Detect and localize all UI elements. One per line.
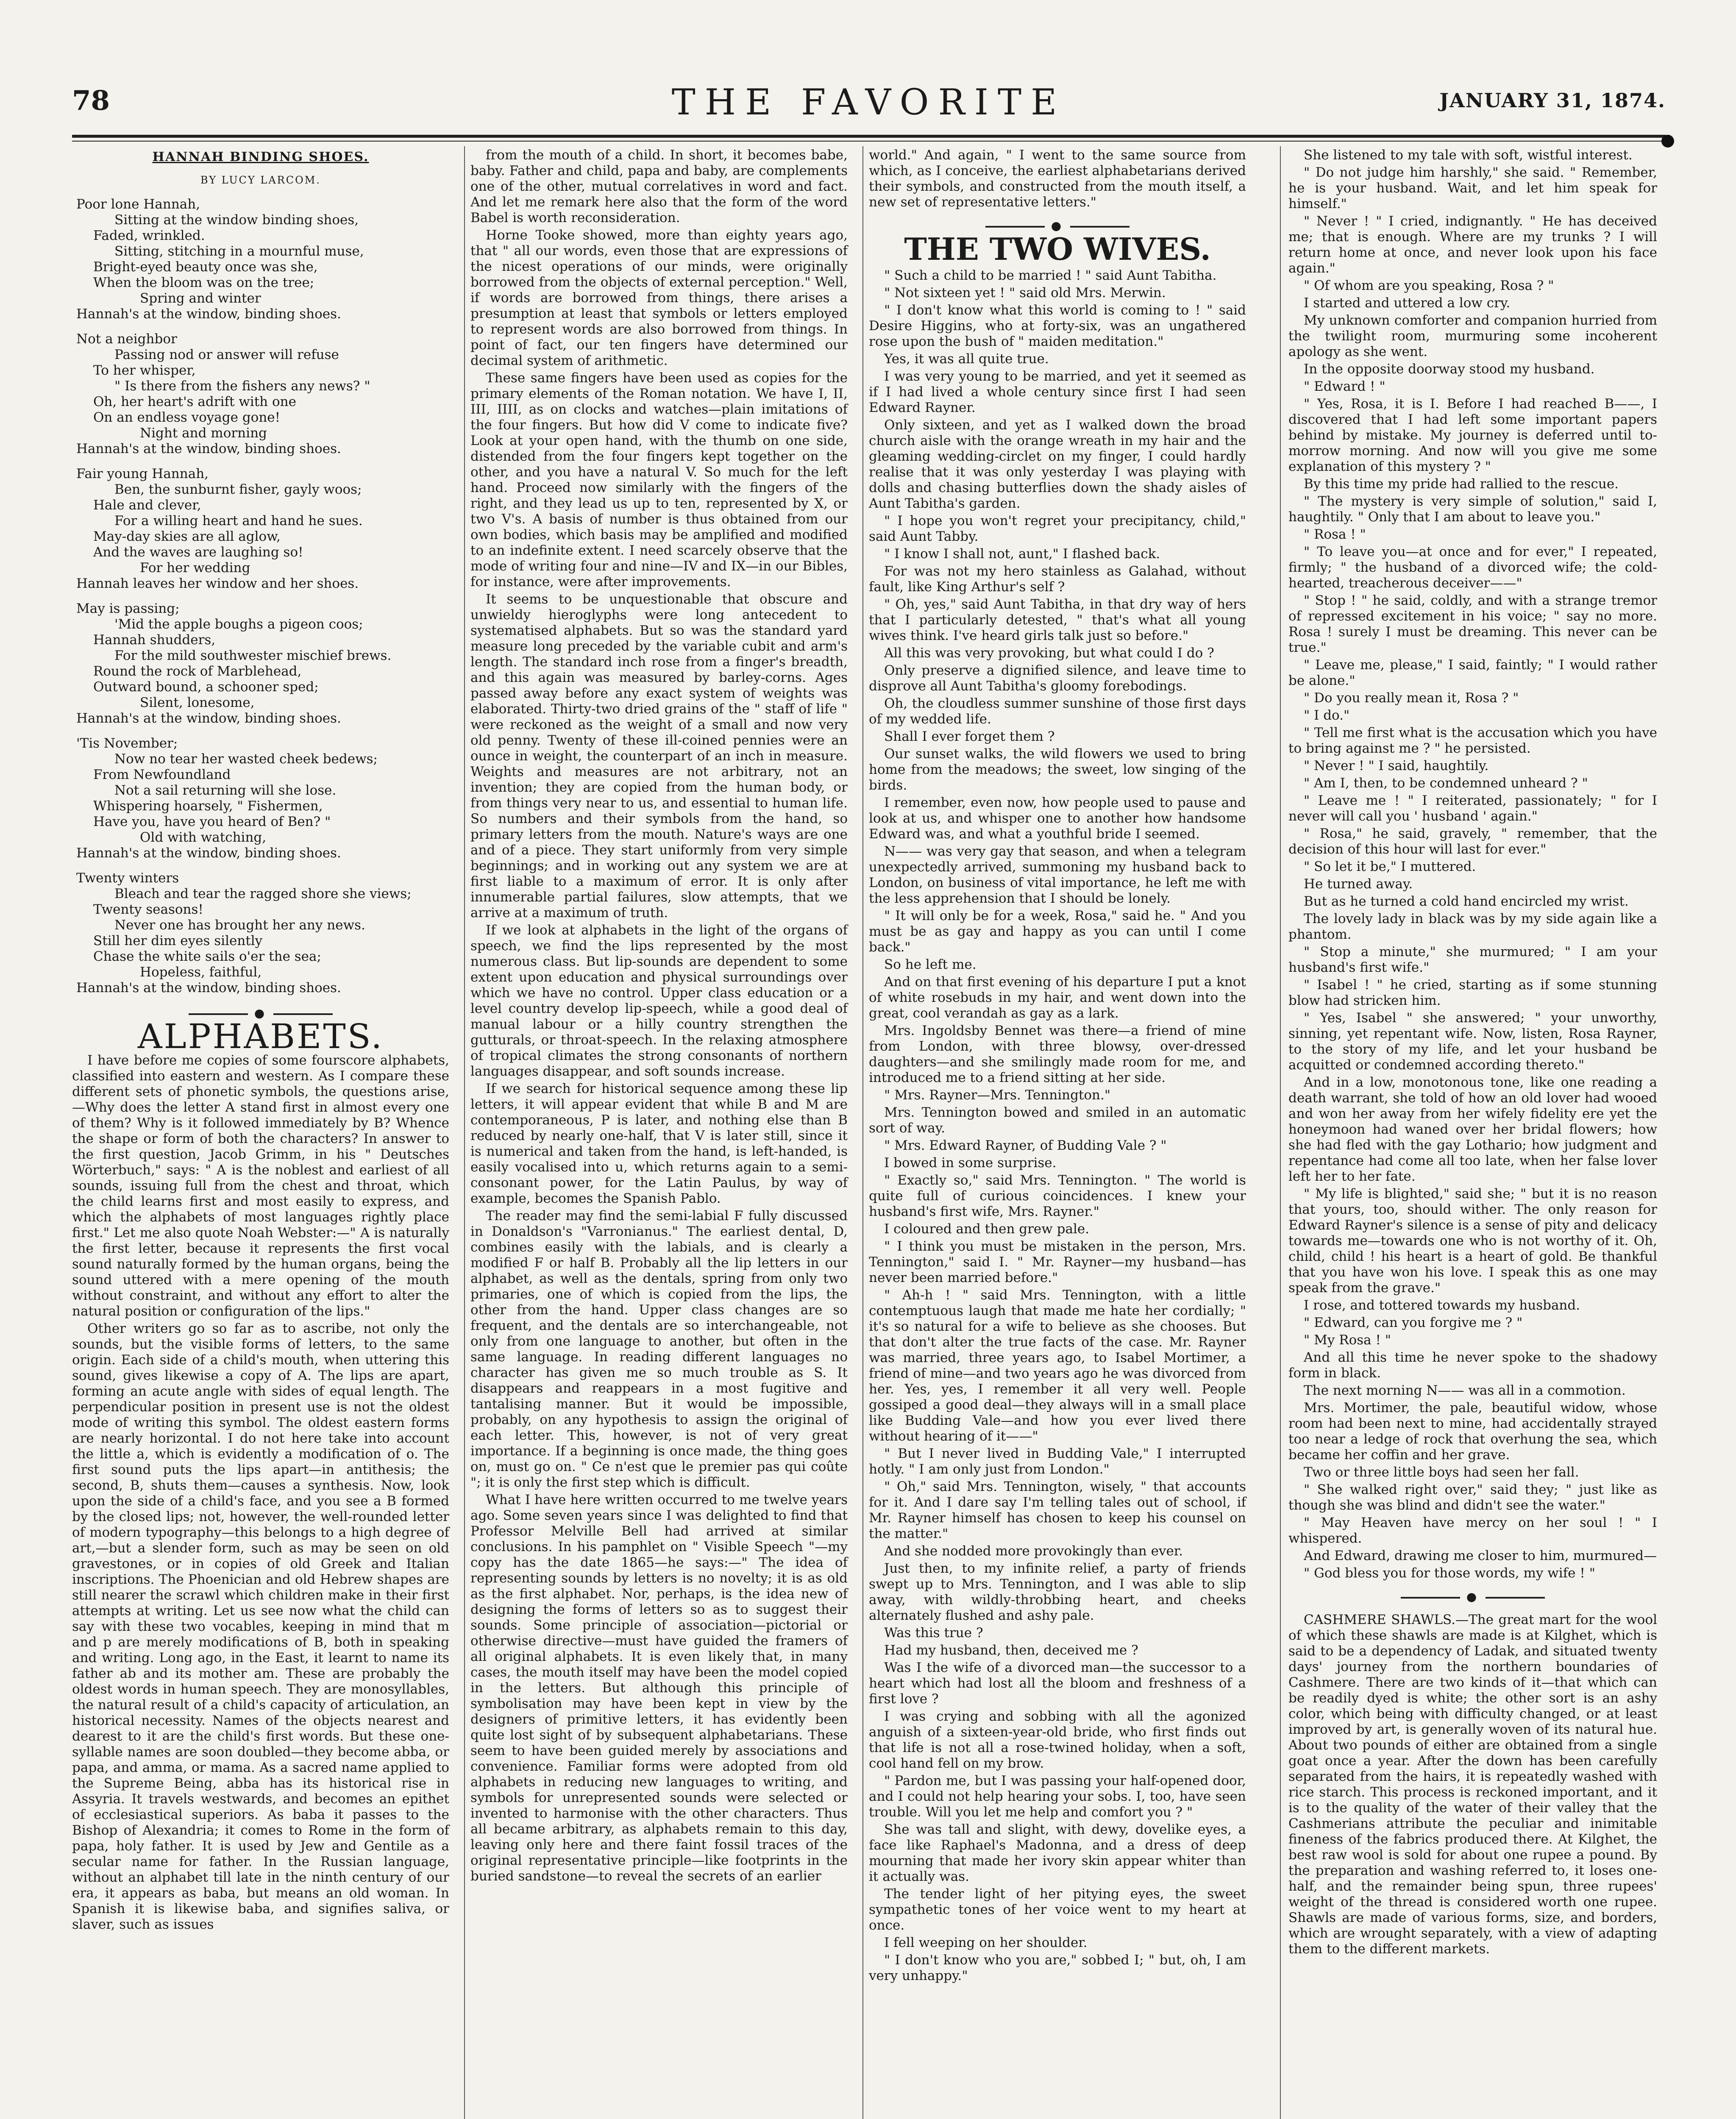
paragraph: " So let it be," I muttered. [1304,859,1476,874]
paragraph: " The mystery is very simple of solution," said I, haughtily. " Only that I am about to leave you." [1288,494,1657,525]
paragraph: Mrs. Tennington bowed and smiled in an automatic sort of way. [869,1105,1246,1136]
paragraph: " I don't know what this world is coming to ! " said Desire Higgins, who at forty-six, was an ungathered rose upon the bush of " maiden meditation." [869,303,1246,349]
paragraph: " Such a child to be married ! " said Aunt Tabitha. [884,268,1217,283]
paragraph: Our sunset walks, the wild flowers we used to bring home from the meadows; the sweet, low singing of the birds. [869,746,1246,793]
poem-line: For the mild southwester mischief brews. [114,648,392,663]
paragraph: I coloured and then grew pale. [884,1221,1090,1237]
paragraph: If we search for historical sequence among these lip letters, it will appear evident that while B and M are contemporaneous, P is later, and nothing else than B reduced by nearly one-half, that V is later still, since it is numerical and taken from the hand, is left-handed, is easily vocalised into u, which returns again to a semi-consonant power, for the Latin Paulus, by way of example, becomes the Spanish Pablo. [470,1081,848,1206]
column-divider [862,146,863,2119]
paragraph: " Do you really mean it, Rosa ? " [1304,690,1519,706]
poem-line: Bright-eyed beauty once was she, [93,259,318,275]
paragraph: If we look at alphabets in the light of the organs of speech, we find the lips represented by the most numerous class. But lip-sounds are dependent to some extent upon education and physical surroundings over which we have no control. Upper class education or a level country develop lip-speech, while a good deal of manual labour or a hilly country strengthen the gutturals, or throat-speech. In the relaxing atmosphere of tropical climates the strong consonants of northern languages disappear, and soft sounds increase. [470,923,848,1079]
paragraph: " Stop ! " he said, coldly, and with a strange tremor of repressed excitement in his voice; " say no more. Rosa ! surely I must be dreaming. This never can be true." [1288,593,1657,655]
poem-line: Fair young Hannah, [76,466,209,481]
poem-line: Night and morning [140,425,267,441]
paragraph: All this was very provoking, but what could I do ? [884,645,1214,661]
paragraph: N—— was very gay that season, and when a telegram unexpectedly arrived, summoning my husband back to London, on business of vital importance, he left me with the less apprehension that I should be lonely. [869,844,1246,906]
paragraph: " Rosa," he said, gravely, " remember, that the decision of this hour will last for ever." [1288,826,1657,857]
paragraph: And on that first evening of his departure I put a knot of white rosebuds in my hair, and went down into the great, cool verandah as gay as a lark. [869,974,1246,1021]
poem-line: Ben, the sunburnt fisher, gayly woos; [114,482,362,497]
paragraph: " Ah-h ! " said Mrs. Tennington, with a little contemptuous laugh that made me hate her cordially; " it's so natural for a wife to believe as she chooses. But that don't alter the true facts of the case. Mr. Rayner was married, three years ago, to Isabel Mortimer, a friend of mine—and two years ago he was divorced from her. Yes, yes, I remember it all very well. People gossiped a good deal—they always will in a small place like Budding Vale—and how you ever lived there without hearing of it——" [869,1288,1246,1444]
paragraph: What I have here written occurred to me twelve years ago. Some seven years since I was delighted to find that Professor Melville Bell had arrived at similar conclusions. In his pamphlet on " Visible Speech "—my copy has the date 1865—he says:—" The idea of representing sounds by letters is no novelty; it is as old as the first alphabet. Nor, perhaps, is the idea new of designing the forms of letters so as to suggest their sounds. Some principle of association—pictorial or otherwise directive—must have guided the framers of all original alphabets. It is even likely that, in many cases, the mouth itself may have been the model copied in the letters. But although this principle of symbolisation may have been kept in view by the designers of primitive letters, it has evidently been quite lost sight of by subsequent alphabetarians. These seem to have been guided merely by associations and convenience. Familiar forms were adopted from old alphabets in reducing new languages to writing, and symbols for unrepresented sounds were selected or invented to harmonise with the other characters. Thus all became arbitrary, as alphabets remain to this day, leaving only here and there faint fossil traces of the original representative principle—like footprints in the buried sandstone—to reveal the secrets of an earlier [470,1492,848,1884]
poem-line: Hannah's at the window, binding shoes. [76,441,341,456]
paragraph: Only sixteen, and yet as I walked down the broad church aisle with the orange wreath in my hair and the gleaming wedding-circlet on my finger, I could hardly realise that it was only yesterday I was playing with dolls and chasing butterflies down the shady aisles of Aunt Tabitha's garden. [869,417,1246,511]
issue-date: JANUARY 31, 1874. [1439,89,1666,112]
paragraph: And in a low, monotonous tone, like one reading a death warrant, she told of how an old lover had wooed and won her away from her wifely fidelity ere yet the honeymoon had waned over her bridal flowers; how she had fled with the gay Lothario; how judgment and repentance had come all too late, when her false lover left her to her fate. [1288,1075,1657,1184]
poem-line: Round the rock of Marblehead, [93,664,302,679]
page-header [72,81,1666,131]
paragraph: " It will only be for a week, Rosa," said he. " And you must be as gay and happy as you can until I come back." [869,908,1246,955]
paragraph: It seems to be unquestionable that obscure and unwieldy hieroglyphs were long antecedent to systematised alphabets. But so was the standard yard measure long preceded by the variable cubit and arm's length. The standard inch rose from a finger's breadth, and this again was measured by barley-corns. Ages passed away before any exact system of weights was elaborated. Thirty-two dried grains of the " staff of life " were reckoned as the weight of a small and now very old penny. Twenty of these ill-coined pennies were an ounce in weight, the counterpart of an inch in measure. Weights and measures are not arbitrary, not an invention; they are copied from the human body, or from things very near to us, and essential to human life. So numbers and their symbols from the hand, so primary letters from the mouth. Nature's ways are one and of a piece. They start uniformly from very simple beginnings; and in working out any system we are at first liable to a maximum of error. It is only after innumerable partial failures, slow attempts, that we arrive at a maximum of truth. [470,592,848,920]
paragraph: " Yes, Rosa, it is I. Before I had reached B——, I discovered that I had left some important papers behind by mistake. My journey is deferred until to-morrow morning. And now will you give me some explanation of this mystery ? " [1288,396,1657,474]
poem-line: Hannah's at the window, binding shoes. [76,845,341,861]
paragraph: " Do not judge him harshly," she said. " Remember, he is your husband. Wait, and let him speak for himself." [1288,165,1657,211]
paragraph: " She walked right over," said they; " just like as though she was blind and didn't see the water." [1288,1482,1657,1513]
paragraph: I rose, and tottered towards my husband. [1304,1298,1580,1313]
poem-line: Bleach and tear the ragged shore she views; [114,886,412,901]
column-1 [72,147,449,1934]
paragraph: " I do." [1304,708,1350,723]
paragraph: I started and uttered a low cry. [1304,295,1511,311]
poem-line: Hale and clever, [93,498,201,513]
paragraph: " Never ! " I said, haughtily. [1304,758,1489,773]
paragraph: from the mouth of a child. In short, it becomes babe, baby. Father and child, papa and baby, are complements one of the other, mutual correlatives in word and fact. And let me remark here also that the form of the word Babel is worth reconsideration. [470,147,848,225]
poem-stanza [76,466,449,592]
section-ornament: ● [72,1005,449,1021]
article-title: ALPHABETS. [137,1017,384,1056]
poem-line: For a willing heart and hand he sues. [114,513,363,528]
poem-stanza [76,601,449,726]
poem-line: Hannah leaves her window and her shoes. [76,576,359,591]
paragraph: " Leave me ! " I reiterated, passionately; " for I never will call you ' husband ' again." [1288,793,1657,824]
paragraph: So he left me. [884,957,976,972]
poem-line: Passing nod or answer will refuse [114,347,339,362]
poem-body [72,197,449,996]
paragraph: " Edward ! " [1304,379,1385,394]
article-body-continued [470,147,848,1884]
poem-line: Chase the white sails o'er the sea; [93,949,321,964]
poem-line: Hopeless, faithful, [140,965,262,980]
paragraph: " Yes, Isabel " she answered; " your unworthy, sinning, yet repentant wife. Now, listen, Rosa Rayner, to the story of my life, and let your husband be acquitted or condemned according thereto." [1288,1010,1657,1073]
column-divider [1280,146,1281,2119]
paragraph: " Pardon me, but I was passing your half-opened door, and I could not help hearing your sobs. I, too, have seen trouble. Will you let me help and comfort you ? " [869,1773,1246,1820]
paragraph: Yes, it was all quite true. [884,351,1049,367]
column-4 [1288,147,1657,1959]
paragraph: " My life is blighted," said she; " but it is no reason that yours, too, should wither. The only reason for Edward Rayner's silence is a sense of pity and delicacy towards me—towards one who is not worthy of it. Oh, child, child ! his heart is a heart of gold. Be thankful that you have won his love. I speak this as one may speak from the grave." [1288,1186,1657,1296]
paragraph: " Not sixteen yet ! " said old Mrs. Merwin. [884,285,1166,300]
article-body [72,1053,449,1933]
story-title: THE TWO WIVES. [904,231,1211,267]
poem-line: Hannah's at the window, binding shoes. [76,980,341,996]
paragraph: For was not my hero stainless as Galahad, without fault, like King Arthur's self ? [869,564,1246,595]
poem-line: May-day skies are all aglow, [93,529,281,544]
story-body [869,268,1246,1984]
paragraph: She listened to my tale with soft, wistful interest. [1304,147,1633,163]
paragraph: I have before me copies of some fourscore alphabets, classified into eastern and western. As I compare these different sets of phonetic symbols, the questions arise,—Why does the letter A stand first in almost every one of them? Why is it followed immediately by B? Whence the shape or form of both the characters? In answer to the first question, Jacob Grimm, in his " Deutsches Wörterbuch," says: " A is the noblest and earliest of all sounds, issuing full from the chest and throat, which the child learns first and most easily to express, and which the alphabets of most languages rightly place first." Let me also quote Noah Webster:—" A is naturally the first letter, because it represents the first vocal sound naturally formed by the human organs, being the sound uttered with a mere opening of the mouth without constraint, and without any effort to alter the natural position or configuration of the lips." [72,1053,449,1319]
paragraph: I fell weeping on her shoulder. [884,1935,1088,1950]
paragraph: " I think you must be mistaken in the person, Mrs. Tennington," said I. " Mr. Rayner—my husband—has never been married before." [869,1239,1246,1285]
paragraph: " But I never lived in Budding Vale," I interrupted hotly. " I am only just from London." [869,1446,1246,1477]
paragraph: " Oh, yes," said Aunt Tabitha, in that dry way of hers that I particularly detested, " that's what all young wives think. I've heard girls talk just so before." [869,597,1246,643]
poem-title: HANNAH BINDING SHOES. [152,150,369,164]
paragraph: And all this time he never spoke to the shadowy form in black. [1288,1350,1657,1381]
poem-line: Sitting at the window binding shoes, [114,212,359,228]
poem-line: Old with watching, [140,830,267,845]
paragraph: " May Heaven have mercy on her soul ! " I whispered. [1288,1515,1657,1546]
poem-line: Twenty seasons! [93,902,203,917]
paragraph: Mrs. Ingoldsby Bennet was there—a friend of mine from London, with three blowsy, over-dressed daughters—and she smilingly made room for me, and introduced me to a friend sitting at her side. [869,1023,1246,1085]
paragraph: He turned away. [1304,876,1413,892]
poem-stanza [76,736,449,861]
paragraph: I was very young to be married, and yet it seemed as if I had lived a whole century since first I had seen Edward Rayner. [869,369,1246,415]
paragraph: And she nodded more provokingly than ever. [884,1543,1183,1559]
paragraph: Had my husband, then, deceived me ? [884,1643,1138,1658]
poem-line: On an endless voyage gone! [93,410,281,425]
page-number: 78 [72,85,110,117]
poem-line: Never one has brought her any news. [114,918,365,933]
poem-line: Outward bound, a schooner sped; [93,679,319,695]
paragraph: " Edward, can you forgive me ? " [1304,1315,1523,1330]
poem-line: Have you, have you heard of Ben? " [93,814,331,829]
paragraph: " Never ! " I cried, indignantly. " He has deceived me; that is enough. Where are my trunks ? I will return home at once, and never look upon his face again." [1288,214,1657,276]
paragraph: I bowed in some surprise. [884,1155,1057,1171]
poem-line: 'Tis November; [76,736,178,751]
shawls-heading: CASHMERE SHAWLS. [1304,1612,1456,1627]
paragraph: But as he turned a cold hand encircled my wrist. [1304,894,1629,909]
paragraph: Shall I ever forget them ? [884,729,1055,744]
paragraph: The lovely lady in black was by my side again like a phantom. [1288,911,1657,942]
article-conclusion: world." And again, " I went to the same source from which, as I conceive, the earliest alphabetarians derived their symbols, and constructed from the mouth itself, a new set of representative letters." [869,147,1246,210]
poem-line: Hannah's at the window, binding shoes. [76,306,341,322]
header-rule-thick [72,135,1666,138]
ink-blot [1661,135,1674,147]
paragraph: I was crying and sobbing with all the agonized anguish of a sixteen-year-old bride, who first finds out that life is not all a rose-twined holiday, when a soft, cool hand fell on my brow. [869,1709,1246,1771]
paragraph: " God bless you for those words, my wife ! " [1304,1566,1595,1581]
paragraph: " Leave me, please," I said, faintly; " I would rather be alone." [1288,657,1657,688]
poem-line: Whispering hoarsely, " Fishermen, [93,798,323,814]
column-2 [470,147,848,1886]
paragraph: These same fingers have been used as copies for the primary elements of the Roman notation. We have I, II, III, IIII, as on clocks and watches—plain imitations of the four fingers. But how did V come to indicate five? Look at your open hand, with the thumb on one side, distended from the four fingers kept together on the other, and you have a natural V. So much for the left hand. Proceed now similarly with the fingers of the right, and they lead us up to ten, represented by X, or two V's. A basis of number is thus obtained from our own bodies, which basis may be amplified and modified to an indefinite extent. I need scarcely observe that the mode of writing four and nine—IV and IX—in our Bibles, for instance, were after improvements. [470,370,848,590]
poem-line: To her whisper, [93,363,196,378]
paragraph: The reader may find the semi-labial F fully discussed in Donaldson's "Varronianus." The earliest dental, D, combines easily with the labials, and is clearly a modified F or half B. Probably all the lip letters in our alphabet, as well as the dentals, spring from only two primaries, one of which is copied from the lips, the other from the hand. Upper class changes are so frequent, and the dentals are so interchangeable, not only from one language to another, but often in the same language. In reading different languages no character has given me so much trouble as S. It disappears and reappears in a most fugitive and tantalising manner. But it would be impossible, probably, on any hypothesis to assign the original of each letter. This, however, is not of very great importance. If a beginning is once made, the thing goes on, must go on. " Ce n'est que le premier pas qui coûte "; it is only the first step which is difficult. [470,1208,848,1490]
story-body-continued [1288,147,1657,1581]
shawls-text: —The great mart for the wool of which these shawls are made is at Kilghet, which is said to be a dependency of Ladak, and situated twenty days' journey from the northern boundaries of Cashmere. There are two kinds of it—that which can be readily dyed is white; the other sort is an ashy color, which being with difficulty changed, or at least improved by art, is generally woven of its natural hue. About two pounds of either are obtained from a single goat once a year. After the down has been carefully separated from the hairs, it is repeatedly washed with rice starch. This process is reckoned important, and it is to the quality of the water of their valley that the Cashmerians attribute the peculiar and inimitable fineness of the fabrics produced there. At Kilghet, the best raw wool is sold for about one rupee a pound. By the preparation and washing referred to, it loses one-half, and the remainder being spun, three rupees' weight of the thread is considered worth one rupee. Shawls are made of various forms, size, and borders, which are wrought separately, with a view of adapting them to the different markets. [1288,1612,1657,1957]
paragraph: The next morning N—— was all in a commotion. [1304,1383,1626,1398]
poem-line: When the bloom was on the tree; [93,275,314,290]
paragraph: By this time my pride had rallied to the rescue. [1304,476,1619,492]
paragraph: " Tell me first what is the accusation which you have to bring against me ? " he persisted. [1288,725,1657,756]
paragraph: Only preserve a dignified silence, and leave time to disprove all Aunt Tabitha's gloomy forebodings. [869,663,1246,694]
paragraph: And Edward, drawing me closer to him, murmured— [1304,1548,1657,1563]
paragraph: " Mrs. Rayner—Mrs. Tennington." [884,1087,1111,1103]
section-ornament: ● [1288,1589,1657,1605]
poem-line: " Is there from the fishers any news? " [114,378,370,394]
paragraph: " Rosa ! " [1304,527,1366,542]
paragraph: In the opposite doorway stood my husband. [1304,362,1595,377]
column-3 [869,147,1246,1986]
masthead: THE FAVORITE [671,81,1066,123]
column-divider [464,146,465,2119]
paragraph: Horne Tooke showed, more than eighty years ago, that " all our words, even those that are expressions of the nicest operations of our minds, were originally borrowed from the objects of external perception." Well, if words are borrowed from things, there arises a presumption at least that symbols or letters employed to represent words are also borrowed from things. In point of fact, our ten fingers have determined our decimal system of arithmetic. [470,228,848,368]
paragraph: " I don't know who you are," sobbed I; " but, oh, I am very unhappy." [869,1952,1246,1983]
poem-line: For her wedding [140,560,250,576]
paragraph: " Stop a minute," she murmured; " I am your husband's first wife." [1288,944,1657,975]
poem-stanza [76,331,449,457]
poem-line: 'Mid the apple boughs a pigeon coos; [114,617,363,632]
paragraph: " My Rosa ! " [1304,1332,1391,1348]
paragraph: " Exactly so," said Mrs. Tennington. " The world is quite full of curious coincidences. I knew your husband's first wife, Mrs. Rayner." [869,1173,1246,1219]
poem-line: Now no tear her wasted cheek bedews; [114,751,378,767]
poem-line: Sitting, stitching in a mournful muse, [114,244,364,259]
paragraph: Two or three little boys had seen her fall. [1304,1465,1579,1480]
paragraph: Just then, to my infinite relief, a party of friends swept up to Mrs. Tennington, and I was able to slip away, with wildly-throbbing heart, and cheeks alternately flushed and ashy pale. [869,1561,1246,1623]
poem-line: From Newfoundland [93,767,231,782]
poem-line: Not a sail returning will she lose. [114,783,337,798]
paragraph: " I hope you won't regret your precipitancy, child," said Aunt Tabby. [869,513,1246,544]
paragraph: " Am I, then, to be condemned unheard ? " [1304,776,1588,791]
paragraph: " To leave you—at once and for ever," I repeated, firmly; " the husband of a divorced wife; the cold-hearted, treacherous deceiver——" [1288,544,1657,591]
paragraph: " I know I shall not, aunt," I flashed back. [884,546,1160,562]
poem-line: Silent, lonesome, [140,695,255,710]
poem-line: Poor lone Hannah, [76,197,200,212]
poem-line: May is passing; [76,601,180,616]
poem-line: Still her dim eyes silently [93,933,263,948]
paragraph: Mrs. Mortimer, the pale, beautiful widow, whose room had been next to mine, had accidentally strayed too near a ledge of rock that overhung the sea, which became her coffin and her grave. [1288,1400,1657,1463]
paragraph: " Of whom are you speaking, Rosa ? " [1304,278,1554,293]
poem-line: Hannah's at the window, binding shoes. [76,711,341,726]
poem-stanza [76,197,449,322]
shawls-paragraph [1288,1612,1657,1957]
paragraph: Was I the wife of a divorced man—the successor to a heart which had lost all the bloom and freshness of a first love ? [869,1660,1246,1707]
paragraph: She was tall and slight, with dewy, dovelike eyes, a face like Raphael's Madonna, and a dress of deep mourning that made her ivory skin appear whiter than it actually was. [869,1822,1246,1884]
paragraph: " Isabel ! " he cried, starting as if some stunning blow had stricken him. [1288,977,1657,1008]
paragraph: Other writers go so far as to ascribe, not only the sounds, but the visible forms of letters, to the same origin. Each side of a child's mouth, when uttering this sound, gives likewise a copy of A. The lips are apart, forming an acute angle with sides of equal length. The perpendicular position in present use is not the oldest mode of writing this symbol. The oldest eastern forms are nearly horizontal. I do not here take into account the little a, which is evidently a modification of o. The first sound puts the lips apart—in antithesis; the second, B, shuts them—causes a synthesis. Now, look upon the side of a child's face, and you see a B formed by the closed lips; not, however, the well-rounded letter of modern typography—this belongs to a high degree of art,—but a slender form, such as may be seen on old gravestones, or in copies of old Greek and Italian inscriptions. The Phoenician and old Hebrew shapes are still nearer the scrawl which children make in their first attempts at writing. Let us see now what the child can say with these two vocables, keeping in mind that m and p are merely modifications of B, both in speaking and writing. Long ago, in the East, it learnt to name its father ab and its mother am. These are probably the oldest words in human speech. They are monosyllables, the natural result of a child's capacity of articulation, an historical necessity. Names of the objects nearest and dearest to it are the child's first words. But these one-syllable names are soon doubled—they become abba, or papa, and amma, or mama. As a sacred name applied to the Supreme Being, abba has its historical rise in Assyria. It travels westwards, and becomes an epithet of ecclesiastical superiors. As baba it passes to the Bishop of Alexandria; it comes to Rome in the form of papa, holy father. It is used by Jew and Gentile as a secular name for father. In the Russian language, without an alphabet till late in the ninth century of our era, it appears as baba, but means an old woman. In Spanish it is likewise baba, and signifies saliva, or slaver, such as issues [72,1321,449,1932]
poem-line: Faded, wrinkled. [93,228,205,243]
poem-line: Not a neighbor [76,331,177,347]
poem-line: And the waves are laughing so! [93,545,303,560]
poem-line: Oh, her heart's adrift with one [93,394,296,409]
paragraph: The tender light of her pitying eyes, the sweet sympathetic tones of her voice went to my heart at once. [869,1886,1246,1933]
section-ornament: ● [869,218,1246,234]
paragraph: " Mrs. Edward Rayner, of Budding Vale ? " [884,1138,1167,1153]
poem-line: Twenty winters [76,870,179,886]
poem-stanza [76,870,449,996]
paragraph: I remember, even now, how people used to pause and look at us, and whisper one to another how handsome Edward was, and what a youthful bride I seemed. [869,795,1246,842]
header-rule-thin [72,141,1666,142]
paragraph: Was this true ? [884,1625,983,1641]
poem-line: Spring and winter [140,291,261,306]
poem-author: BY LUCY LARCOM. [200,174,321,186]
paragraph: My unknown comforter and companion hurried from the twilight room, murmuring some incoherent apology as she went. [1288,313,1657,359]
paragraph: " Oh," said Mrs. Tennington, wisely, " that accounts for it. And I dare say I'm telling tales out of school, if Mr. Rayner himself has chosen to keep his counsel on the matter." [869,1479,1246,1541]
paragraph: Oh, the cloudless summer sunshine of those first days of my wedded life. [869,696,1246,727]
poem-line: Hannah shudders, [93,632,216,648]
